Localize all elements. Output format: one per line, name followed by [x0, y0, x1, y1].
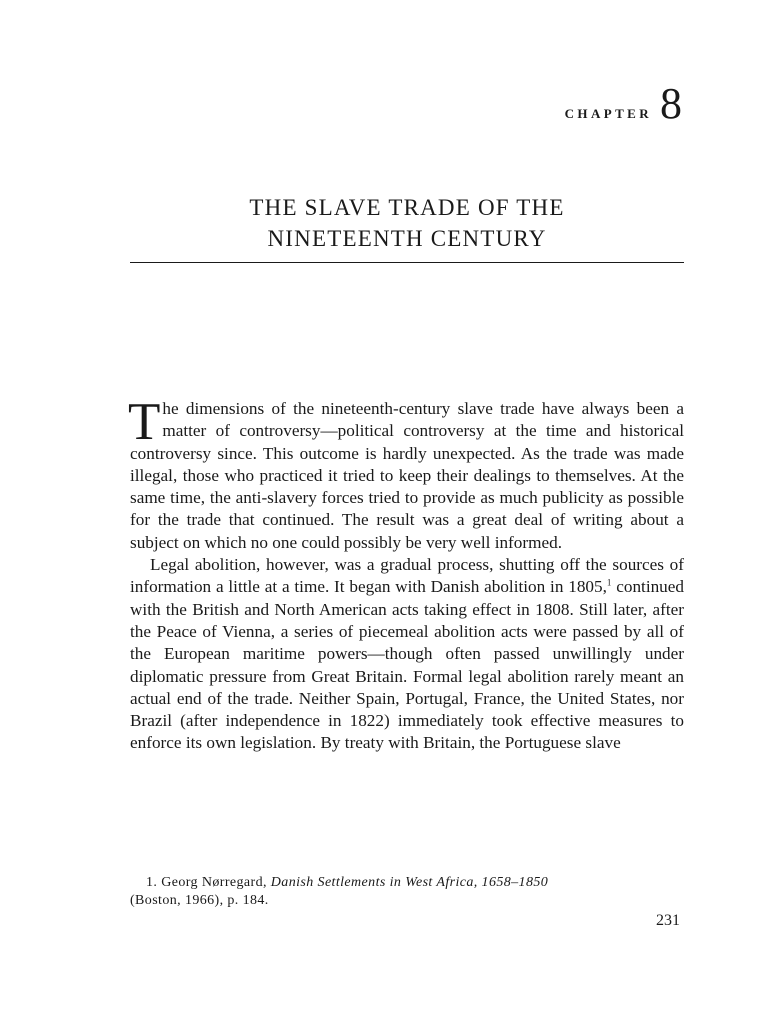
body-text [128, 393, 685, 755]
drop-cap: T [128, 393, 161, 451]
paragraph-2-text-a: Legal abolition, however, was a gradual process, shutting off the sources of information a little at a time. It began with Danish abolition in 1805, [130, 555, 684, 597]
paragraph-2-text-b: continued with the British and North American acts taking effect in 1808. Still later, after the Peace of Vienna, a series of piecemeal abolition acts were passed by all of the European maritime powers—though often passed unwillingly under diplomatic pressure from Great Britain. Formal legal abolition rarely meant an actual end of the trade. Neither Spain, Portugal, France, the United States, nor Brazil (after independence in 1822) immediately took effective measures to enforce its own legislation. By treaty with Britain, the Portuguese slave [130, 577, 685, 753]
chapter-title-line-1: THE SLAVE TRADE OF THE [249, 195, 565, 220]
footnote-number: 1. [146, 875, 158, 890]
chapter-title-line-2: NINETEENTH CENTURY [267, 226, 547, 251]
chapter-heading [564, 79, 682, 128]
footnote [130, 874, 690, 910]
footnote-author: Georg Nørregard, [161, 875, 267, 890]
paragraph-1 [128, 393, 684, 554]
footnote-title: Danish Settlements in West Africa, 1658–1850 [270, 875, 549, 890]
chapter-title [130, 192, 684, 254]
paragraph-2 [130, 554, 684, 755]
title-rule [130, 262, 684, 263]
footnote-reference[interactable]: 1 [606, 577, 612, 588]
chapter-label: CHAPTER [564, 106, 652, 121]
chapter-number: 8 [660, 79, 682, 128]
page-number: 231 [656, 912, 680, 929]
footnote-citation: (Boston, 1966), p. 184. [130, 893, 269, 908]
paragraph-1-text: he dimensions of the nineteenth-century slave trade have always been a matter of controversy—political controversy at the time and historical controversy since. This outcome is hardly unexpected. As the trade was made illegal, those who practiced it tried to keep their dealings to themselves. At the same time, the anti-slavery forces tried to provide as much publicity as possible for the trade that continued. The result was a great deal of writing about a subject on which no one could possibly be very well informed. [130, 399, 684, 552]
